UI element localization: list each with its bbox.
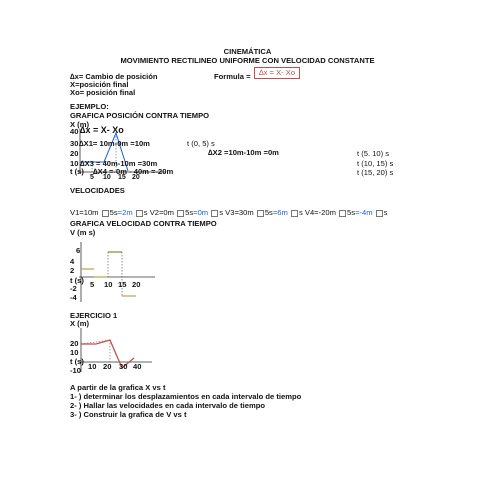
example-title: EJEMPLO: [70,102,109,111]
v3-name: V3 [225,208,235,217]
velocity-ytick-2: 2 [70,266,75,275]
position-xtick-5: 5 [90,174,94,181]
fraction-box-icon [211,210,218,217]
delta-x4-interval: t (15, 20) s [357,168,394,177]
position-xtick-10: 10 [103,174,111,181]
fraction-box-icon [177,210,184,217]
exercise-title: EJERCICIO 1 [70,311,118,320]
v3-unit: 5s [264,208,273,217]
v4-suffix: s [383,208,388,217]
exercise-ylabel: X (m) [70,319,89,328]
instructions-step-1: 1- ) determinar los desplazamientos en cada intervalo de tiempo [70,392,302,401]
v2-unit: 5s [185,208,194,217]
v2-name: V2 [149,208,159,217]
fraction-box-icon [136,210,143,217]
exercise-graph [70,326,160,374]
position-graph-title: GRAFICA POSICIÓN CONTRA TIEMPO [70,111,210,120]
exercise-xtick-40: 40 [133,362,142,371]
position-formula-overlay: ∆x = X- Xo [80,125,124,135]
velocity-ytick-6: 6 [76,246,81,255]
fraction-box-icon [257,210,264,217]
definition-x: X=posición final [70,80,129,89]
v1-unit: 5s [109,208,118,217]
v1-name: V1 [70,208,80,217]
position-graph-ylabel: X (m) [70,120,89,129]
v3-suffix: s [298,208,303,217]
instructions-intro: A partir de la grafica X vs t [70,383,166,392]
v4-result: =-4m [355,208,373,217]
velocity-xtick-15: 15 [118,280,127,289]
velocity-time-graph [70,240,160,304]
v2-result: =0m [193,208,209,217]
position-ytick-30: 30 [70,139,79,148]
v4-value: =-20m [314,208,336,217]
position-xtick-20: 20 [132,174,140,181]
velocities-row [70,208,388,217]
definition-xo: Xo= posición final [70,88,136,97]
velocities-title: VELOCIDADES [70,186,125,195]
position-ytick-10: 10 [70,159,79,168]
position-ytick-20: 20 [70,149,79,158]
velocity-xtick-10: 10 [104,280,113,289]
delta-x2: ∆X2 =10m-10m =0m [208,148,279,157]
position-ytick-t: t (s) [70,167,84,176]
page-subtitle: MOVIMIENTO RECTILINEO UNIFORME CON VELOCIDAD CONSTANTE [120,56,375,65]
v1-suffix: s [143,208,148,217]
v4-name: V4 [304,208,315,217]
delta-x1: ∆X1= 10m-0m =10m [79,139,150,148]
delta-x3-interval: t (10, 15) s [357,159,394,168]
exercise-ytick-t: t (s) [70,357,84,366]
position-xtick-15: 15 [118,174,126,181]
v3-value: =30m [234,208,254,217]
delta-x1-interval: t (0, 5) s [187,139,215,148]
exercise-ytick-10: 10 [70,348,79,357]
velocity-xtick-20: 20 [132,280,141,289]
exercise-ytick-20: 20 [70,339,79,348]
v2-value: =0m [159,208,174,217]
exercise-xtick-10: 10 [88,362,97,371]
fraction-box-icon [291,210,298,217]
velocity-graph-ylabel: V (m s) [70,228,96,237]
instructions-step-3: 3- ) Construir la grafica de V vs t [70,410,187,419]
position-ytick-40: 40 [70,127,79,136]
page-title: CINEMÁTICA [223,47,272,56]
v4-unit: 5s [347,208,356,217]
velocity-ytick-t: t (s) [70,276,84,285]
formula-label: Formula = [214,72,251,81]
exercise-ytick-neg10: -10 [70,366,81,375]
v1-result: =2m [117,208,133,217]
velocity-graph-title: GRAFICA VELOCIDAD CONTRA TIEMPO [70,219,217,228]
exercise-xtick-30: 30 [119,362,128,371]
fraction-box-icon [102,210,109,217]
velocity-ytick-neg4: -4 [70,293,77,302]
exercise-xtick-20: 20 [103,362,112,371]
fraction-box-icon [376,210,383,217]
delta-x2-interval: t (5. 10) s [357,149,390,158]
v3-result: =6m [272,208,288,217]
velocity-xtick-5: 5 [90,280,95,289]
velocity-ytick-neg2: -2 [70,284,77,293]
fraction-box-icon [339,210,346,217]
delta-x4: ∆X4 =-0m - 40m =-20m [93,167,174,176]
v2-suffix: s [219,208,224,217]
delta-x3: ∆X3 = 40m-10m =30m [80,159,158,168]
v1-value: =10m [79,208,99,217]
formula-box: ∆x = X- Xo [254,67,300,79]
velocity-ytick-4: 4 [70,257,75,266]
definition-delta-x: ∆x= Cambio de posición [70,72,158,81]
instructions-step-2: 2- ) Hallar las velocidades en cada intervalo de tiempo [70,401,265,410]
